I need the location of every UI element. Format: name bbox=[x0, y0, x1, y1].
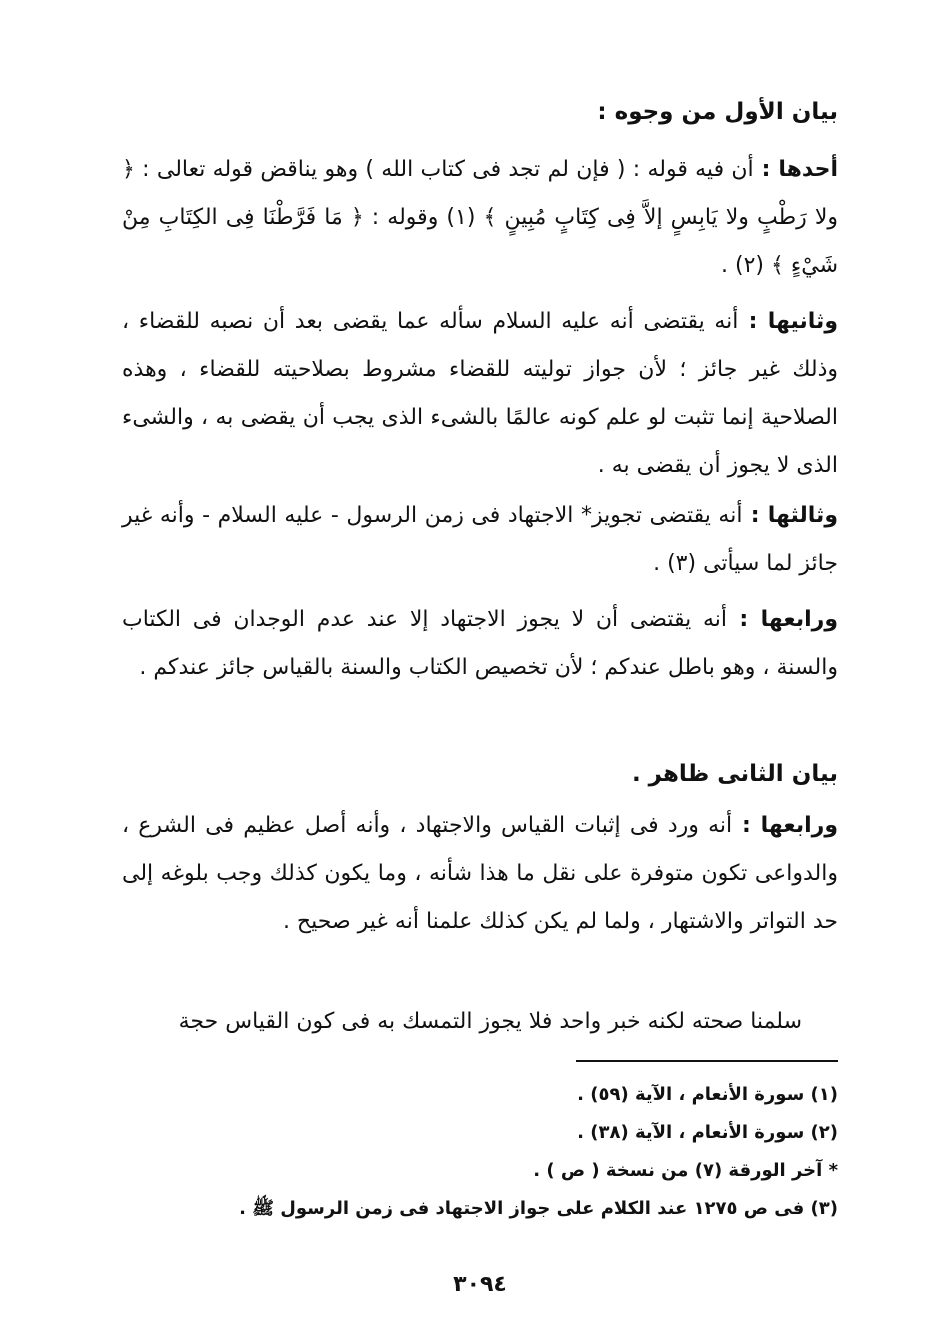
paragraph-text: أنه يقتضى أن لا يجوز الاجتهاد إلا عند عدم الوجدان فى الكتاب والسنة ، وهو باطل عندكم ؛ لأن تخصيص الكتاب والسنة بالقياس جائز عندكم . bbox=[122, 607, 838, 680]
paragraph-sixth: سلمنا صحته لكنه خبر واحد فلا يجوز التمسك به فى كون القياس حجة bbox=[178, 1009, 802, 1034]
footnote-item: (٢) سورة الأنعام ، الآية (٣٨) . bbox=[577, 1122, 838, 1143]
paragraph-text: أنه يقتضى أنه عليه السلام سأله عما يقضى بعد أن نصبه للقضاء ، وذلك غير جائز ؛ لأن جواز توليته للقضاء مشروط بصلاحيته للقضاء ، وهذه الصلاحية إنما تثبت لو علم كونه عالمًا بالشىء الذى يجب أن يقضى به ، والشىء الذى لا يجوز أن يقضى به . bbox=[122, 309, 838, 478]
footnote-item: (٣) فى ص ١٢٧٥ عند الكلام على جواز الاجتهاد فى زمن الرسول ﷺ . bbox=[239, 1198, 838, 1219]
footnote-item: * آخر الورقة (٧) من نسخة ( ص ) . bbox=[533, 1160, 838, 1181]
document-page bbox=[122, 92, 838, 1297]
paragraph-third bbox=[122, 492, 838, 588]
paragraph-lead: أحدها : bbox=[753, 157, 838, 182]
paragraph-fifth bbox=[122, 802, 838, 946]
footnote-divider bbox=[576, 1060, 838, 1062]
paragraph-lead: وثانيها : bbox=[738, 309, 838, 334]
paragraph-text: أنه يقتضى تجويز* الاجتهاد فى زمن الرسول - عليه السلام - وأنه غير جائز لما سيأتى (٣) . bbox=[122, 503, 838, 576]
paragraph-lead: ورابعها : bbox=[727, 607, 838, 632]
section-heading-second: بيان الثانى ظاهر . bbox=[631, 761, 838, 787]
footnote-item: (١) سورة الأنعام ، الآية (٥٩) . bbox=[577, 1084, 838, 1105]
page-number: ٣٠٩٤ bbox=[453, 1272, 507, 1297]
paragraph-text: أنه ورد فى إثبات القياس والاجتهاد ، وأنه أصل عظيم فى الشرع ، والدواعى تكون متوفرة على نقل ما هذا شأنه ، وما يكون كذلك وجب بلوغه إلى حد التواتر والاشتهار ، ولما لم يكن كذلك علمنا أنه غير صحيح . bbox=[122, 813, 838, 934]
section-heading-first: بيان الأول من وجوه : bbox=[597, 99, 838, 125]
paragraph-fourth bbox=[122, 596, 838, 692]
paragraph-first bbox=[122, 146, 838, 290]
paragraph-text: أن فيه قوله : ( فإن لم تجد فى كتاب الله ) وهو يناقض قوله تعالى : ﴿ ولا رَطْبٍ ولا يَابِسٍ إلاَّ فِى كِتَابٍ مُبِينٍ ﴾ (١) وقوله : ﴿ مَا فَرَّطْنَا فِى الكِتَابِ مِنْ شَيْءٍ ﴾ (٢) . bbox=[122, 157, 838, 278]
paragraph-second bbox=[122, 298, 838, 490]
paragraph-lead: وثالثها : bbox=[742, 503, 838, 528]
footnotes bbox=[122, 1076, 838, 1228]
paragraph-lead: ورابعها : bbox=[732, 813, 838, 838]
